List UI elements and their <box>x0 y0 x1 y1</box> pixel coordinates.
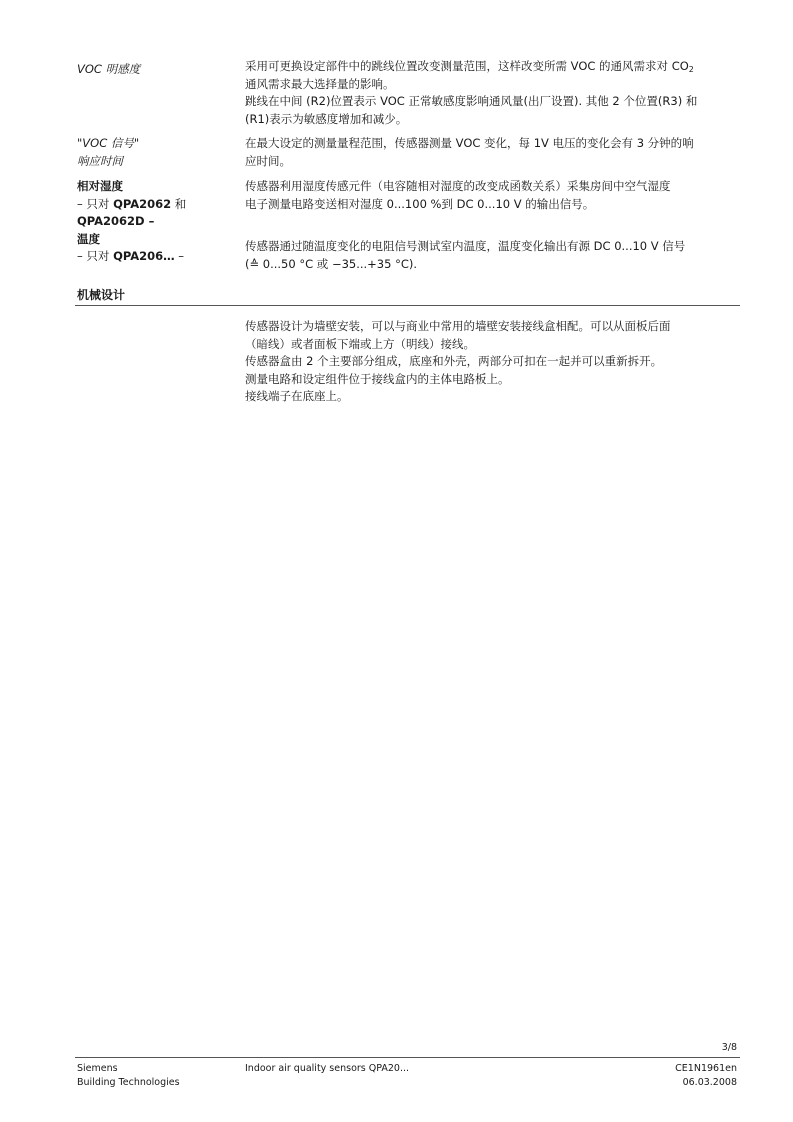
division-name: Building Technologies <box>77 1076 180 1088</box>
page-number: 3/8 <box>721 1042 737 1053</box>
temperature-label: 温度 <box>77 231 100 246</box>
mechanical-design-heading: 机械设计 <box>77 288 126 302</box>
voc-signal-text <box>245 135 740 170</box>
text-line: (≙ 0...50 °C 或 −35...+35 °C). <box>245 256 418 271</box>
text-line: 电子测量电路变送相对湿度 0...100 %到 DC 0...10 V 的输出信号。 <box>245 196 595 211</box>
document-date: 06.03.2008 <box>682 1076 737 1088</box>
voc-sensitivity-label: VOC 明感度 <box>77 62 141 76</box>
text-line: 测量电路和设定组件位于接线盒内的主体电路板上。 <box>245 371 510 386</box>
text-line: 跳线在中间 (R2)位置表示 VOC 正常敏感度影响通风量(出厂设置). 其他 2 个位置(R3) 和 <box>245 94 698 108</box>
document-id: CE1N1961en <box>675 1063 737 1074</box>
text-span: – 只对 <box>77 196 114 211</box>
text-line: 传感器盒由 2 个主要部分组成，底座和外壳，两部分可扣在一起并可以重新拆开。 <box>245 354 663 368</box>
section-divider <box>75 305 740 306</box>
text-line: 传感器利用湿度传感元件（电容随相对湿度的改变成函数关系）采集房间中空气湿度 <box>245 179 671 193</box>
model-name: QPA2062 <box>113 196 172 211</box>
temperature-text <box>245 238 740 273</box>
text-line: 传感器通过随温度变化的电阻信号测试室内温度，温度变化输出有源 DC 0...10 V 信号 <box>245 239 686 253</box>
text-line: （暗线）或者面板下端或上方（明线）接线。 <box>245 336 475 351</box>
text-span: – 只对 <box>77 249 114 263</box>
footer-divider <box>75 1057 740 1058</box>
humidity-temperature-labels <box>77 178 237 266</box>
humidity-text <box>245 178 740 213</box>
text-span: 采用可更换设定部件中的跳线位置改变测量范围，这样改变所需 VOC 的通风需求对 CO <box>245 59 689 73</box>
text-span: 和 <box>171 196 187 211</box>
text-span: – <box>174 249 185 263</box>
model-name: QPA206… <box>113 249 175 263</box>
label-line: "VOC 信号" <box>77 136 140 150</box>
subscript: 2 <box>688 65 694 74</box>
text-line: 传感器设计为墙壁安装，可以与商业中常用的墙壁安装接线盒相配。可以从面板后面 <box>245 319 671 333</box>
humidity-label: 相对湿度 <box>77 179 123 193</box>
temperature-model-line <box>77 248 237 266</box>
humidity-model-line <box>77 196 237 214</box>
footer-doc-title: Indoor air quality sensors QPA20... <box>245 1063 410 1074</box>
voc-sensitivity-text <box>245 58 740 128</box>
text-line: 接线端子在底座上。 <box>245 389 349 403</box>
mechanical-design-text <box>245 318 740 406</box>
company-name: Siemens <box>77 1063 118 1074</box>
footer-company <box>77 1062 180 1089</box>
label-line: 响应时间 <box>77 153 123 168</box>
text-line: (R1)表示为敏感度增加和减少。 <box>245 111 408 126</box>
text-line: 在最大设定的测量量程范围，传感器测量 VOC 变化，每 1V 电压的变化会有 3 分钟的响 <box>245 136 694 150</box>
humidity-model-line-2: QPA2062D – <box>77 214 155 228</box>
voc-signal-label <box>77 135 237 170</box>
text-line: 通风需求最大选择量的影响。 <box>245 76 395 91</box>
text-line: 应时间。 <box>245 153 291 168</box>
text-line <box>245 58 740 76</box>
footer-doc-meta <box>675 1062 737 1089</box>
